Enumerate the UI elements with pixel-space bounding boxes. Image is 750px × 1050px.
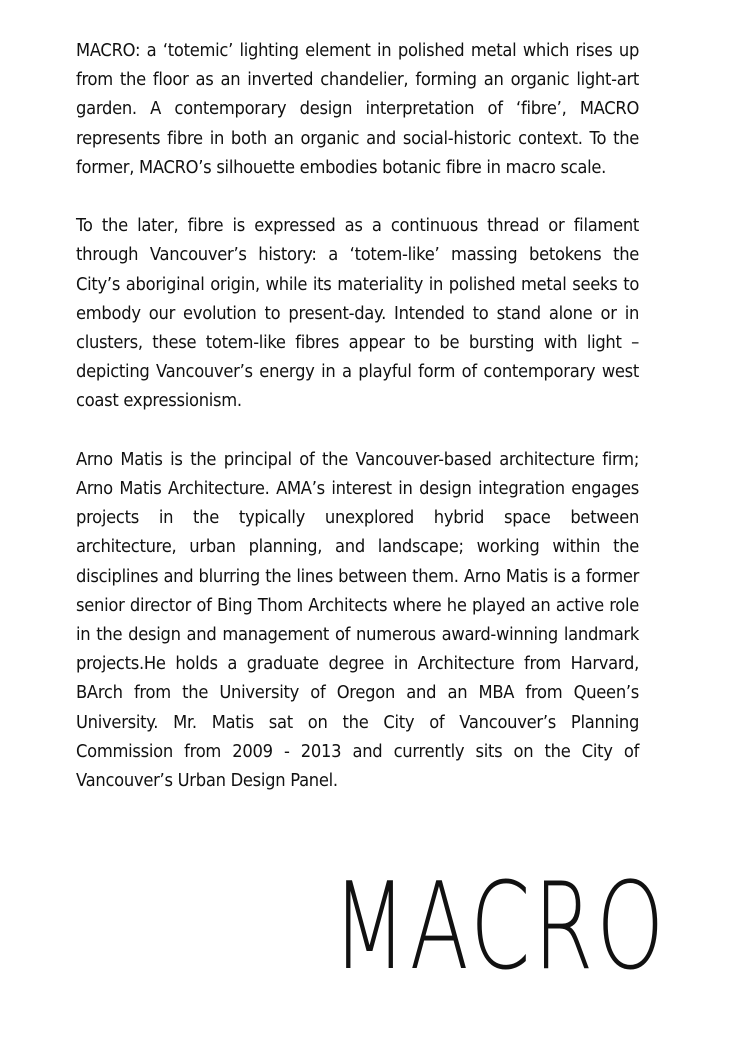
document-title: MACRO xyxy=(332,858,667,997)
paragraph-project-intro: MACRO: a ‘totemic’ lighting element in polished metal which rises up from the floor as an inverted chandelier, forming an organic light-art garden. A contemporary design interpretation of ‘fibre’, MACRO represents fibre in both an organic and social-historic context. To the former, MACRO’s silhouette embodies botanic fibre in macro scale. xyxy=(76,41,640,178)
body-text xyxy=(76,37,639,796)
paragraph-project-context: To the later, fibre is expressed as a continuous thread or filament through Vancouver’s history: a ‘totem-like’ massing betokens the City’s aboriginal origin, while its materiality in polished metal seeks to embody our evolution to present-day. Intended to stand alone or in clusters, these totem-like fibres appear to be bursting with light – depicting Vancouver’s energy in a playful form of contemporary west coast expressionism. xyxy=(76,216,640,412)
paragraph-artist-bio: Arno Matis is the principal of the Vancouver-based architecture firm; Arno Matis Architecture. AMA’s interest in design integration engages projects in the typically unexplored hybrid space between architecture, urban planning, and landscape; working within the disciplines and blurring the lines between them. Arno Matis is a former senior director of Bing Thom Architects where he played an active role in the design and management of numerous award-winning landmark projects.He holds a graduate degree in Architecture from Harvard, BArch from the University of Oregon and an MBA from Queen’s University. Mr. Matis sat on the City of Vancouver’s Planning Commission from 2009 - 2013 and currently sits on the City of Vancouver’s Urban Design Panel. xyxy=(76,449,640,792)
